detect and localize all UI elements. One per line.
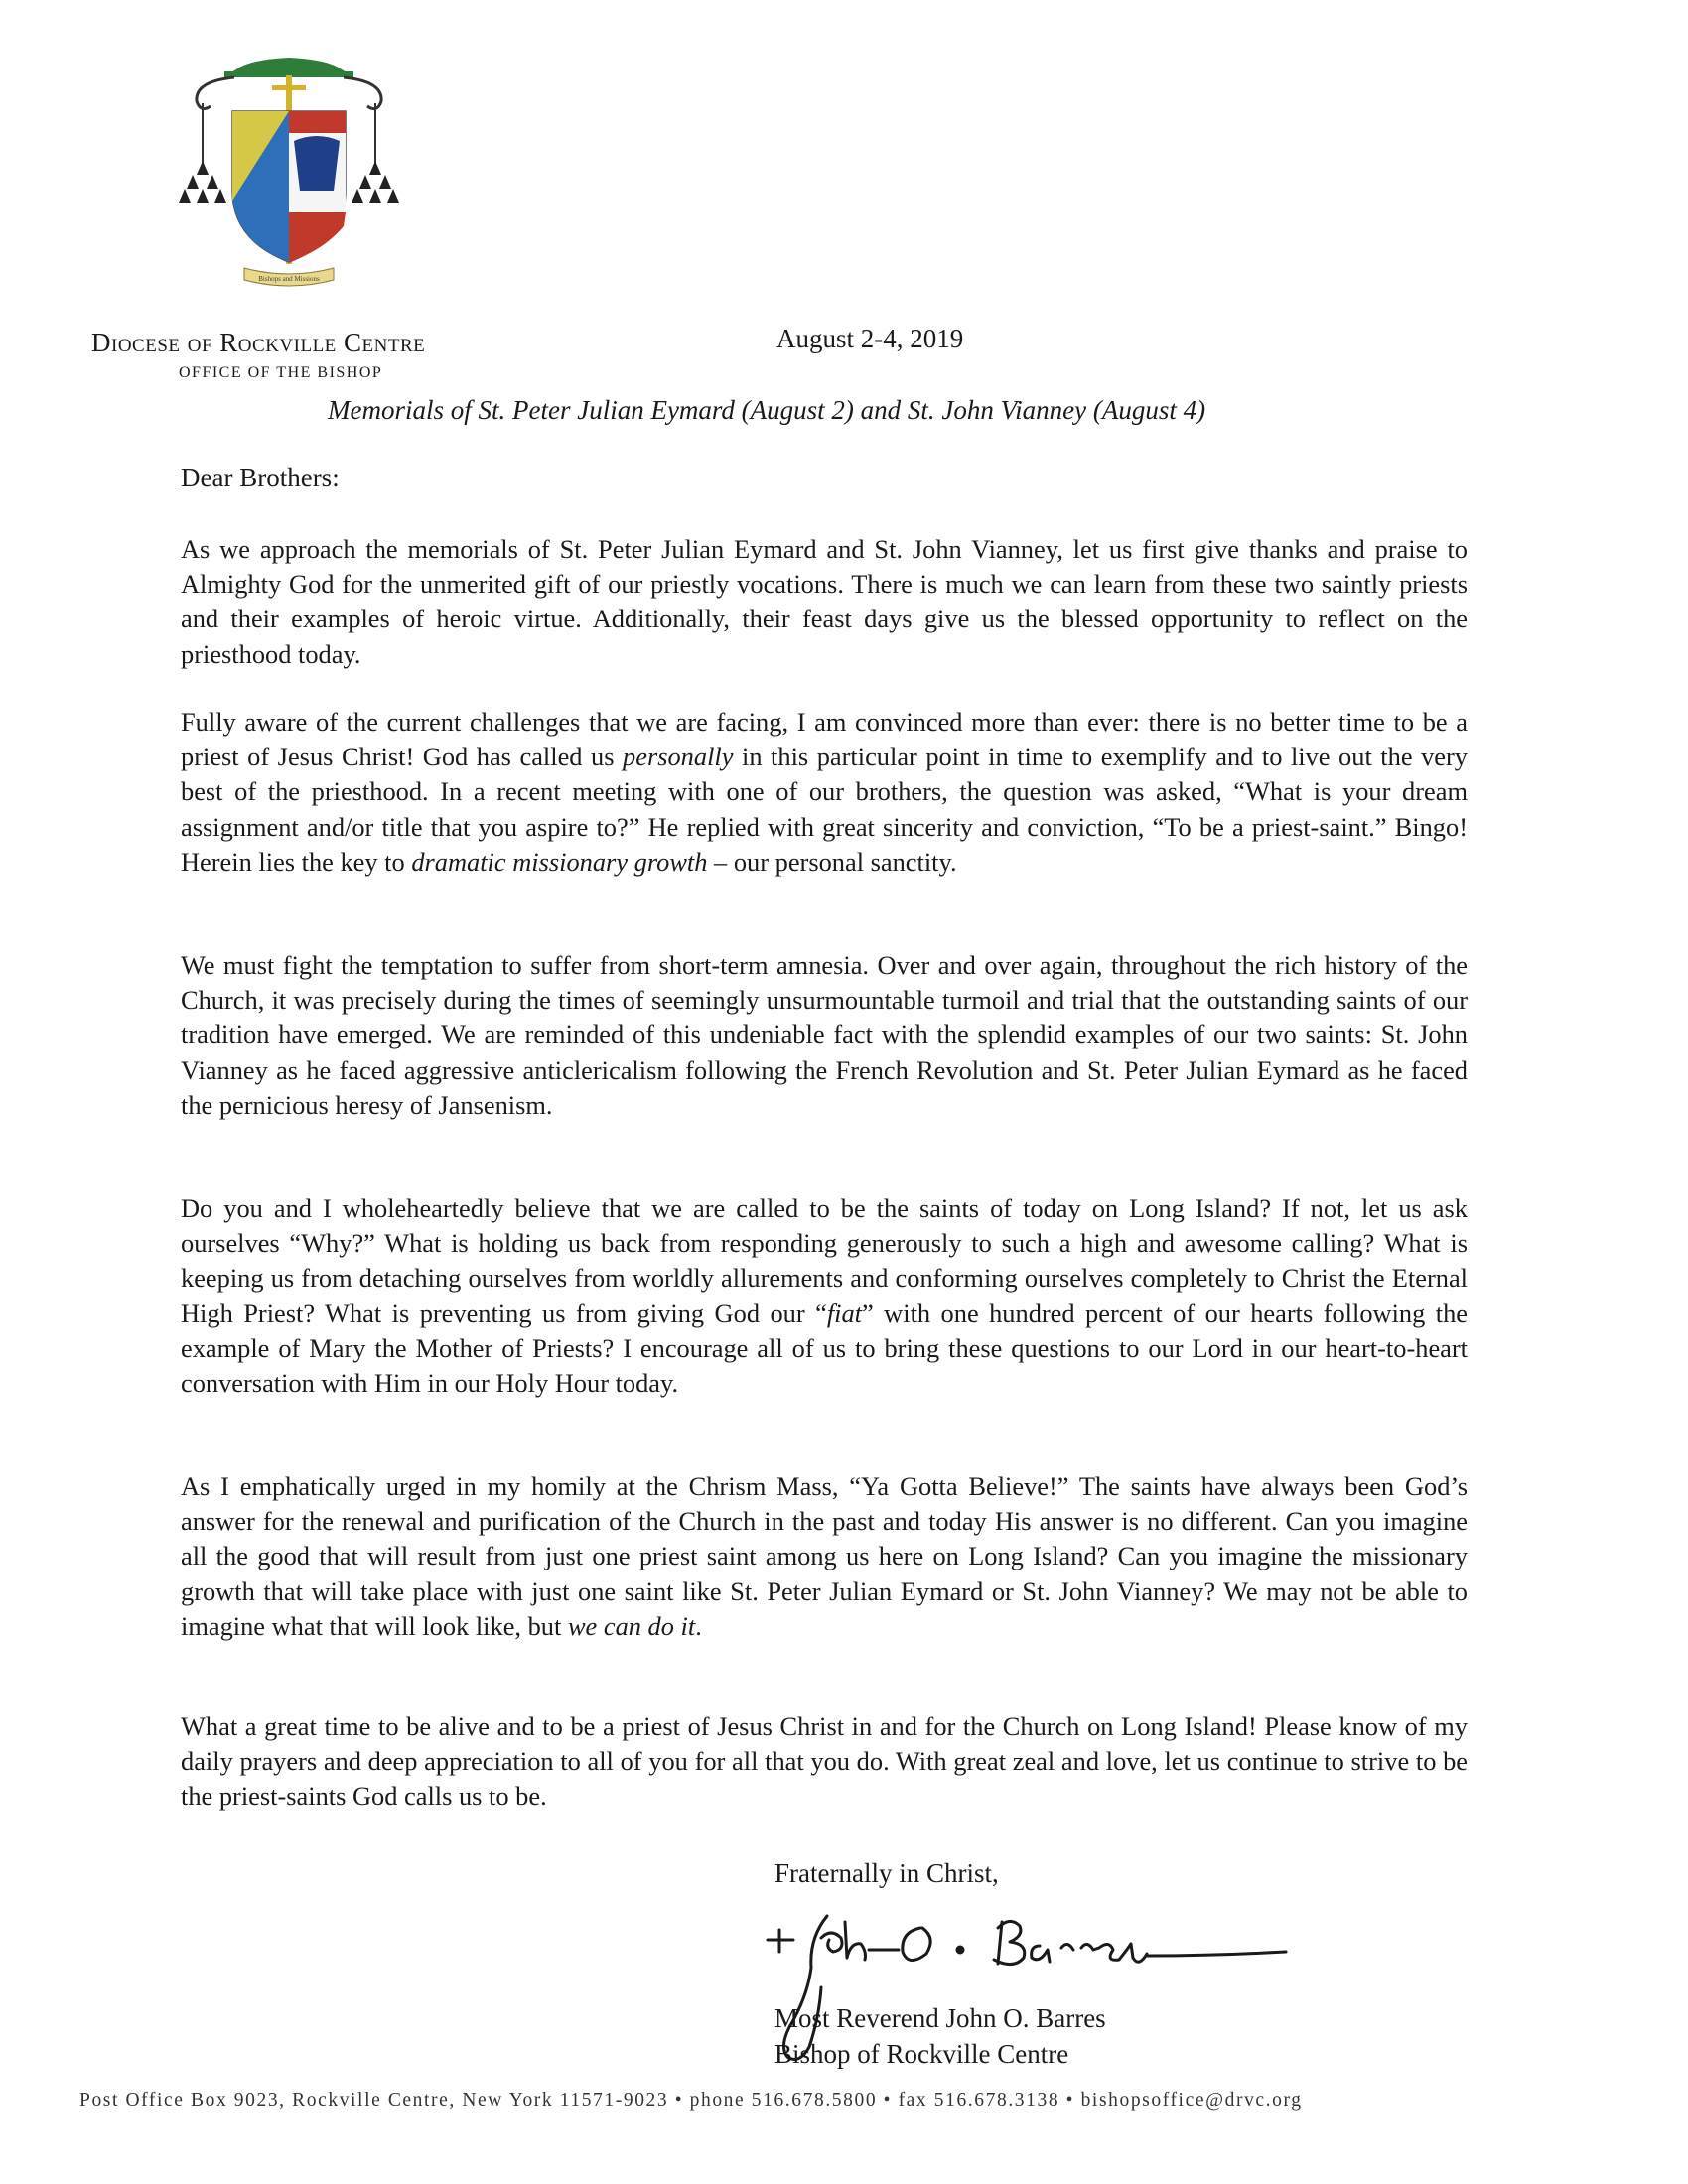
paragraph-2-emphasis-personally: personally (623, 742, 734, 772)
signer-title: Bishop of Rockville Centre (774, 2039, 1069, 2069)
office-name: OFFICE OF THE BISHOP (179, 364, 383, 381)
galero-hat-icon (229, 58, 349, 73)
paragraph-2 (181, 705, 1468, 880)
paragraph-5-text-c: . (695, 1610, 702, 1641)
paragraph-5 (181, 1469, 1468, 1644)
closing-block (774, 1858, 1331, 2069)
paragraph-2-text-c: in this particular point in time to exemplify and to live out the very best of the priesthood. In a recent meeting with one of our brothers, the question was asked, “What is your dream assignment and/or title that you aspire to?” He replied with great sincerity and conviction, “To be a priest-saint.” Bingo! Herein lies the key to (181, 742, 1468, 877)
motto-text: Bishops and Missions (258, 275, 320, 283)
paragraph-3: We must fight the temptation to suffer from short-term amnesia. Over and over again, throughout the rich history of the Church, it was precisely during the times of seemingly unsurmountable turmoil and trial that the outstanding saints of our tradition have emerged. We are reminded of this undeniable fact with the splendid examples of our two saints: St. John Vianney as he faced aggressive anticlericalism following the French Revolution and St. Peter Julian Eymard as he faced the pernicious heresy of Jansenism. (181, 950, 1468, 1120)
paragraph-2-text-e: – our personal sanctity. (707, 846, 957, 877)
paragraph-2-emphasis-growth: dramatic missionary growth (411, 846, 708, 877)
organization-name: Diocese of Rockville Centre (91, 328, 426, 357)
paragraph-5-text-a: As I emphatically urged in my homily at the Chrism Mass, “Ya Gotta Believe!” The saints have always been God’s answer for the renewal and purification of the Church in the past and today His answer is no different. Can you imagine all the good that will result from just one priest saint among us here on Long Island? Can you imagine the missionary growth that will take place with just one saint like St. Peter Julian Eymard or St. John Vianney? We may not be able to imagine what that will look like, but (181, 1471, 1468, 1641)
paragraph-5-emphasis: we can do it (567, 1610, 696, 1641)
coat-of-arms-logo (175, 52, 403, 298)
paragraph-4 (181, 1191, 1468, 1401)
paragraph-4-emphasis-fiat: fiat (826, 1297, 863, 1328)
signer-name: Most Reverend John O. Barres (774, 2003, 1106, 2033)
footer-contact: Post Office Box 9023, Rockville Centre, New York 11571-9023 • phone 516.678.5800 • fax 516.678.3138 • bishopsoffice@drvc.org (79, 2090, 1303, 2111)
paragraph-1: As we approach the memorials of St. Peter Julian Eymard and St. John Vianney, let us first give thanks and praise to Almighty God for the unmerited gift of our priestly vocations. There is much we can learn from these two saintly priests and their examples of heroic virtue. Additionally, their feast days give us the blessed opportunity to reflect on the priesthood today. (181, 534, 1468, 669)
occasion-line: Memorials of St. Peter Julian Eymard (August 2) and St. John Vianney (August 4) (328, 395, 1206, 425)
letter-date: August 2-4, 2019 (776, 324, 964, 353)
paragraph-6: What a great time to be alive and to be a priest of Jesus Christ in and for the Church on Long Island! Please know of my daily prayers and deep appreciation to all of you for all that you do. With great zeal and love, let us continue to strive to be the priest-saints God calls us to be. (181, 1711, 1468, 1812)
paragraph-4-text-a: Do you and I wholeheartedly believe that we are called to be the saints of today on Long Island? If not, let us ask ourselves “Why?” What is holding us back from responding generously to such a high and awesome calling? What is keeping us from detaching ourselves from worldly allurements and conforming ourselves completely to Christ the Eternal High Priest? What is preventing us from giving God our “ (181, 1193, 1468, 1328)
paragraph-2-text-a: Fully aware of the current challenges that we are facing, I am convinced more than ever: there is no better time to be a priest of Jesus Christ! God has called us (181, 707, 1468, 772)
closing-line: Fraternally in Christ, (774, 1858, 999, 1888)
salutation: Dear Brothers: (181, 463, 340, 492)
paragraph-4-text-c: ” with one hundred percent of our hearts following the example of Mary the Mother of Priests? I encourage all of us to bring these questions to our Lord in our heart-to-heart conversation with Him in our Holy Hour today. (181, 1297, 1468, 1399)
